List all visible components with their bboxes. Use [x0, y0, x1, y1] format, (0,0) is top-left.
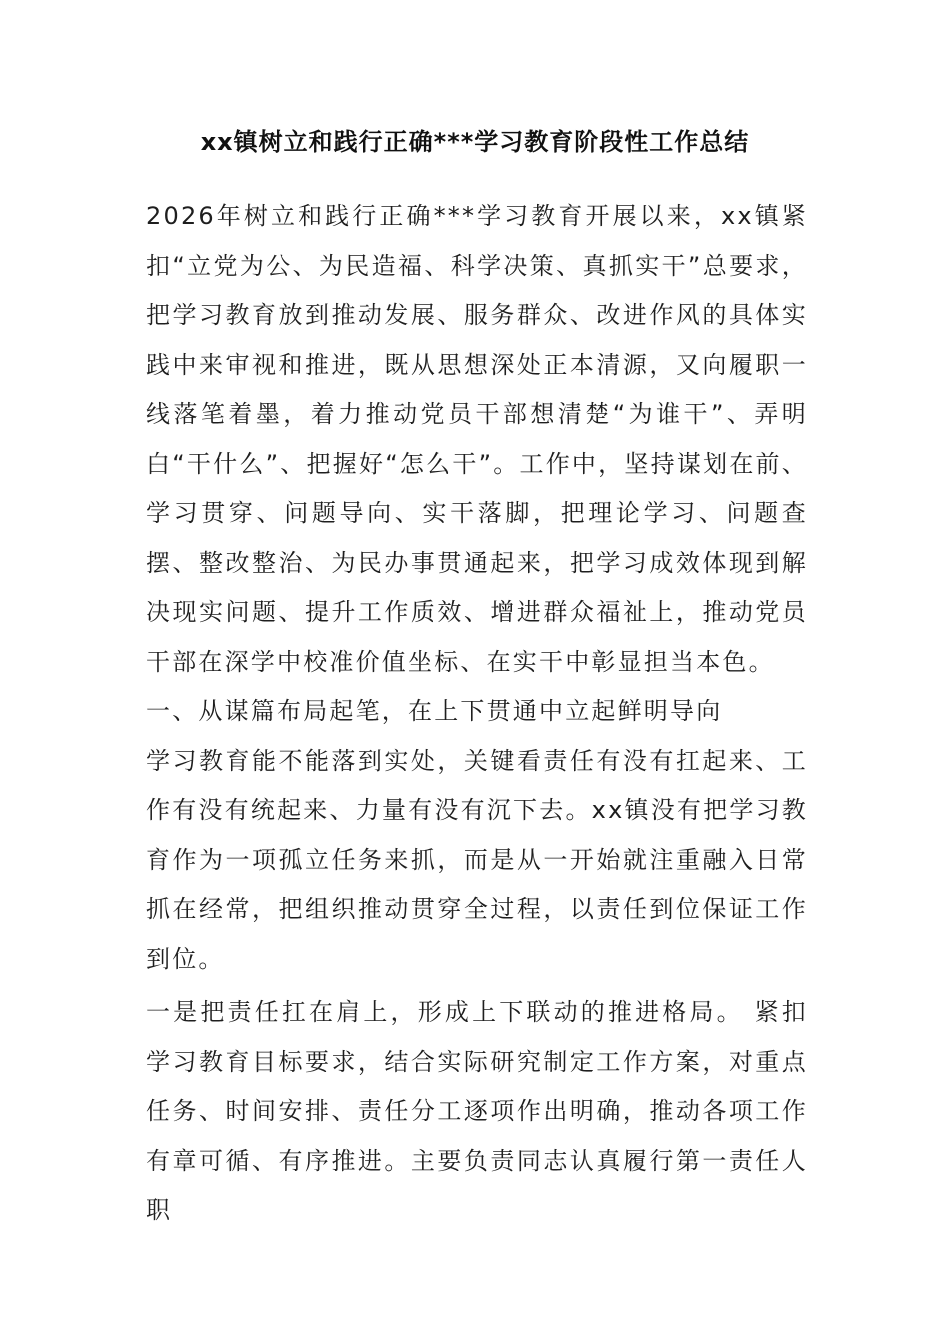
intro-paragraph: 2026年树立和践行正确***学习教育开展以来，xx镇紧扣“立党为公、为民造福、科学决策、真抓实干”总要求，把学习教育放到推动发展、服务群众、改进作风的具体实践中来审视和推进，既从思想深处正本清源，又向履职一线落笔着墨，着力推动党员干部想清楚“为谁干”、弄明白“干什么”、把握好“怎么干”。工作中，坚持谋划在前、学习贯穿、问题导向、实干落脚，把理论学习、问题查摆、整改整治、为民办事贯通起来，把学习成效体现到解决现实问题、提升工作质效、增进群众福祉上，推动党员干部在深学中校准价值坐标、在实干中彰显担当本色。	[146, 202, 808, 676]
document-body	[146, 192, 808, 1236]
document-title: xx镇树立和践行正确***学习教育阶段性工作总结	[200, 128, 750, 156]
section-1-point-1-paragraph: 一是把责任扛在肩上，形成上下联动的推进格局。 紧扣学习教育目标要求，结合实际研究制定工作方案，对重点任务、时间安排、责任分工逐项作出明确，推动各项工作有章可循、有序推进。主要负责同志认真履行第一责任人职	[146, 998, 808, 1224]
section-heading-1: 一、从谋篇布局起笔，在上下贯通中立起鲜明导向	[146, 697, 723, 725]
section-1-paragraph: 学习教育能不能落到实处，关键看责任有没有扛起来、工作有没有统起来、力量有没有沉下去。xx镇没有把学习教育作为一项孤立任务来抓，而是从一开始就注重融入日常抓在经常，把组织推动贯穿全过程，以责任到位保证工作到位。	[146, 746, 808, 973]
